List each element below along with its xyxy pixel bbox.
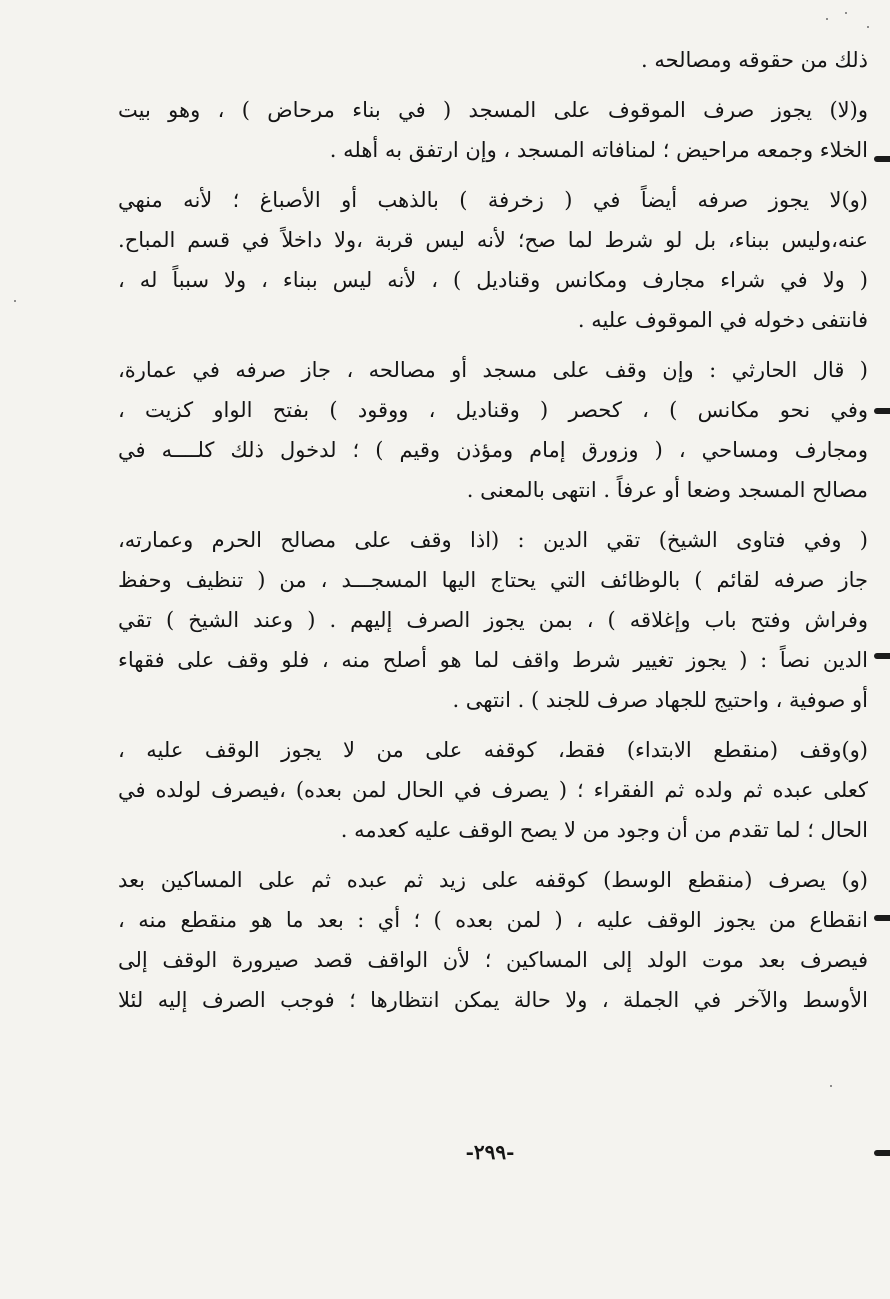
paper-speck [845, 12, 847, 14]
text-line: انقطاع من يجوز الوقف عليه ، ( لمن بعده ) ؛ أي : بعد ما هو منقطع منه ، [118, 908, 868, 932]
text-line: ومجارف ومساحي ، ( وزورق إمام ومؤذن وقيم ) ؛ لدخول ذلك كلــــه في [118, 438, 868, 462]
paper-speck [826, 18, 828, 20]
text-line: فانتفى دخوله في الموقوف عليه . [577, 308, 868, 332]
paper-speck [830, 1085, 832, 1087]
text-line: عنه،وليس ببناء، بل لو شرط لما صح؛ لأنه ليس قربة ،ولا داخلاً في قسم المباح. [118, 228, 868, 252]
margin-punch-mark [874, 653, 890, 659]
text-line: (و) يصرف (منقطع الوسط) كوقفه على زيد ثم عبده ثم على المساكين بعد [118, 868, 868, 892]
text-line: (و)وقف (منقطع الابتداء) فقط، كوقفه على من لا يجوز الوقف عليه ، [118, 738, 868, 762]
text-line: ( قال الحارثي : وإن وقف على مسجد أو مصالحه ، جاز صرفه في عمارة، [118, 358, 868, 382]
body-text [118, 40, 868, 1020]
text-line: ( وفي فتاوى الشيخ) تقي الدين : (اذا وقف على مصالح الحرم وعمارته، [118, 528, 868, 552]
margin-punch-mark [874, 915, 890, 921]
margin-punch-mark [874, 1150, 890, 1156]
text-line: أو صوفية ، واحتيج للجهاد صرف للجند ) . انتهى . [452, 688, 868, 712]
text-line: الحال ؛ لما تقدم من أن وجود من لا يصح الوقف عليه كعدمه . [340, 818, 868, 842]
text-line: مصالح المسجد وضعا أو عرفاً . انتهى بالمعنى . [466, 478, 868, 502]
text-line: الخلاء وجمعه مراحيض ؛ لمنافاته المسجد ، وإن ارتفق به أهله . [329, 138, 868, 162]
text-line: كعلى عبده ثم ولده ثم الفقراء ؛ ( يصرف في الحال لمن بعده) ،فيصرف لولده في [118, 778, 868, 802]
paper-speck [14, 300, 16, 302]
text-line: ( ولا في شراء مجارف ومكانس وقناديل ) ، لأنه ليس ببناء ، ولا سبباً له ، [118, 268, 868, 292]
text-line: الدين نصاً : ( يجوز تغيير شرط واقف لما هو أصلح منه ، فلو وقف على فقهاء [118, 648, 868, 672]
margin-punch-mark [874, 156, 890, 162]
text-line: الأوسط والآخر في الجملة ، ولا حالة يمكن انتظارها ؛ فوجب الصرف إليه لئلا [118, 988, 868, 1012]
text-line: و(لا) يجوز صرف الموقوف على المسجد ( في بناء مرحاض ) ، وهو بيت [118, 98, 868, 122]
paper-speck [867, 26, 869, 28]
text-line: جاز صرفه لقائم ) بالوظائف التي يحتاج اليها المسجـــد ، من ( تنظيف وحفظ [118, 568, 868, 592]
text-line: (و)لا يجوز صرفه أيضاً في ( زخرفة ) بالذهب أو الأصباغ ؛ لأنه منهي [118, 188, 868, 212]
text-line: فيصرف بعد موت الولد إلى المساكين ؛ لأن الواقف قصد صيرورة الوقف إلى [118, 948, 868, 972]
margin-punch-mark [874, 408, 890, 414]
text-line: وفي نحو مكانس ) ، كحصر ( وقناديل ، ووقود ) بفتح الواو كزيت ، [118, 398, 868, 422]
text-line: ذلك من حقوقه ومصالحه . [640, 48, 868, 72]
text-line: وفراش وفتح باب وإغلاقه ) ، بمن يجوز الصرف إليهم . ( وعند الشيخ ) تقي [118, 608, 868, 632]
page-number: -٢٩٩- [465, 1140, 515, 1164]
